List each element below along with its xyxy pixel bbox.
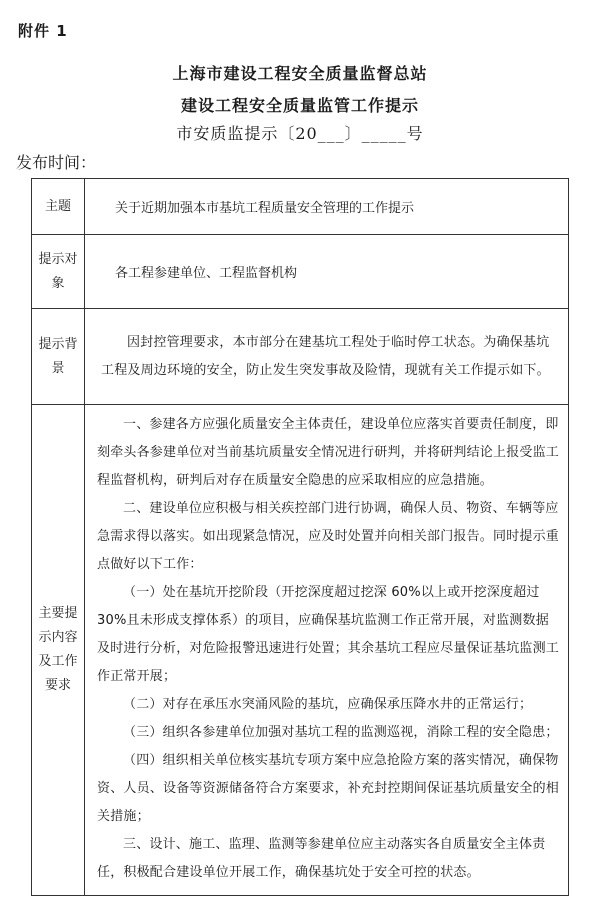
background-text: 因封控管理要求，本市部分在建基坑工程处于临时停工状态。为确保基坑工程及周边环境的安全，防止发生突发事故及险情，现就有关工作提示如下。 — [101, 334, 550, 378]
background-value — [85, 309, 569, 405]
content-paragraph: 二、建设单位应积极与相关疾控部门进行协调，确保人员、物资、车辆等应急需求得以落实。如出现紧急情况，应及时处置并向相关部门报告。同时提示重点做好以下工作： — [97, 501, 560, 572]
content-paragraph: 一、参建各方应强化质量安全主体责任，建设单位应落实首要责任制度，即刻牵头各参建单位对当前基坑质量安全情况进行研判，并将研判结论上报受监工程监督机构，研判后对存在质量安全隐患的应采取相应的应急措施。 — [97, 417, 560, 488]
audience-row — [32, 235, 569, 309]
background-row — [32, 309, 569, 405]
document-number: 市安质监提示〔20___〕_____号 — [176, 124, 424, 143]
audience-label: 提示对象 — [32, 235, 85, 309]
attachment-label: 附件 1 — [18, 22, 68, 40]
content-label: 主要提示内容及工作要求 — [32, 405, 85, 896]
content-paragraph: （一）处在基坑开挖阶段（开挖深度超过挖深 60%以上或开挖深度超过 30%且未形成支撑体系）的项目，应确保基坑监测工作正常开展，对监测数据及时进行分析，对危险报警迅速进行处置；其余基坑工程应尽量保证基坑监测工作正常开展； — [97, 585, 560, 684]
content-paragraph: （三）组织各参建单位加强对基坑工程的监测巡视，消除工程的安全隐患； — [123, 725, 559, 740]
content-paragraph: 三、设计、施工、监理、监测等参建单位应主动落实各自质量安全主体责任，积极配合建设单位开展工作，确保基坑处于安全可控的状态。 — [97, 837, 546, 880]
release-time-label: 发布时间： — [16, 153, 97, 172]
organization-title: 上海市建设工程安全质量监督总站 — [172, 64, 428, 83]
subject-label: 主题 — [32, 179, 85, 235]
audience-value: 各工程参建单位、工程监督机构 — [85, 235, 569, 309]
content-body — [85, 405, 569, 896]
content-paragraph: （四）组织相关单位核实基坑专项方案中应急抢险方案的落实情况，确保物资、人员、设备等资源储备符合方案要求，补充封控期间保证基坑质量安全的相关措施； — [97, 753, 560, 824]
subject-row — [32, 179, 569, 235]
subject-value: 关于近期加强本市基坑工程质量安全管理的工作提示 — [85, 179, 569, 235]
content-row — [32, 405, 569, 896]
background-label: 提示背景 — [32, 309, 85, 405]
notice-form-table — [31, 178, 569, 896]
notice-title: 建设工程安全质量监管工作提示 — [180, 96, 419, 115]
content-paragraph: （二）对存在承压水突涌风险的基坑，应确保承压降水井的正常运行； — [123, 697, 533, 712]
